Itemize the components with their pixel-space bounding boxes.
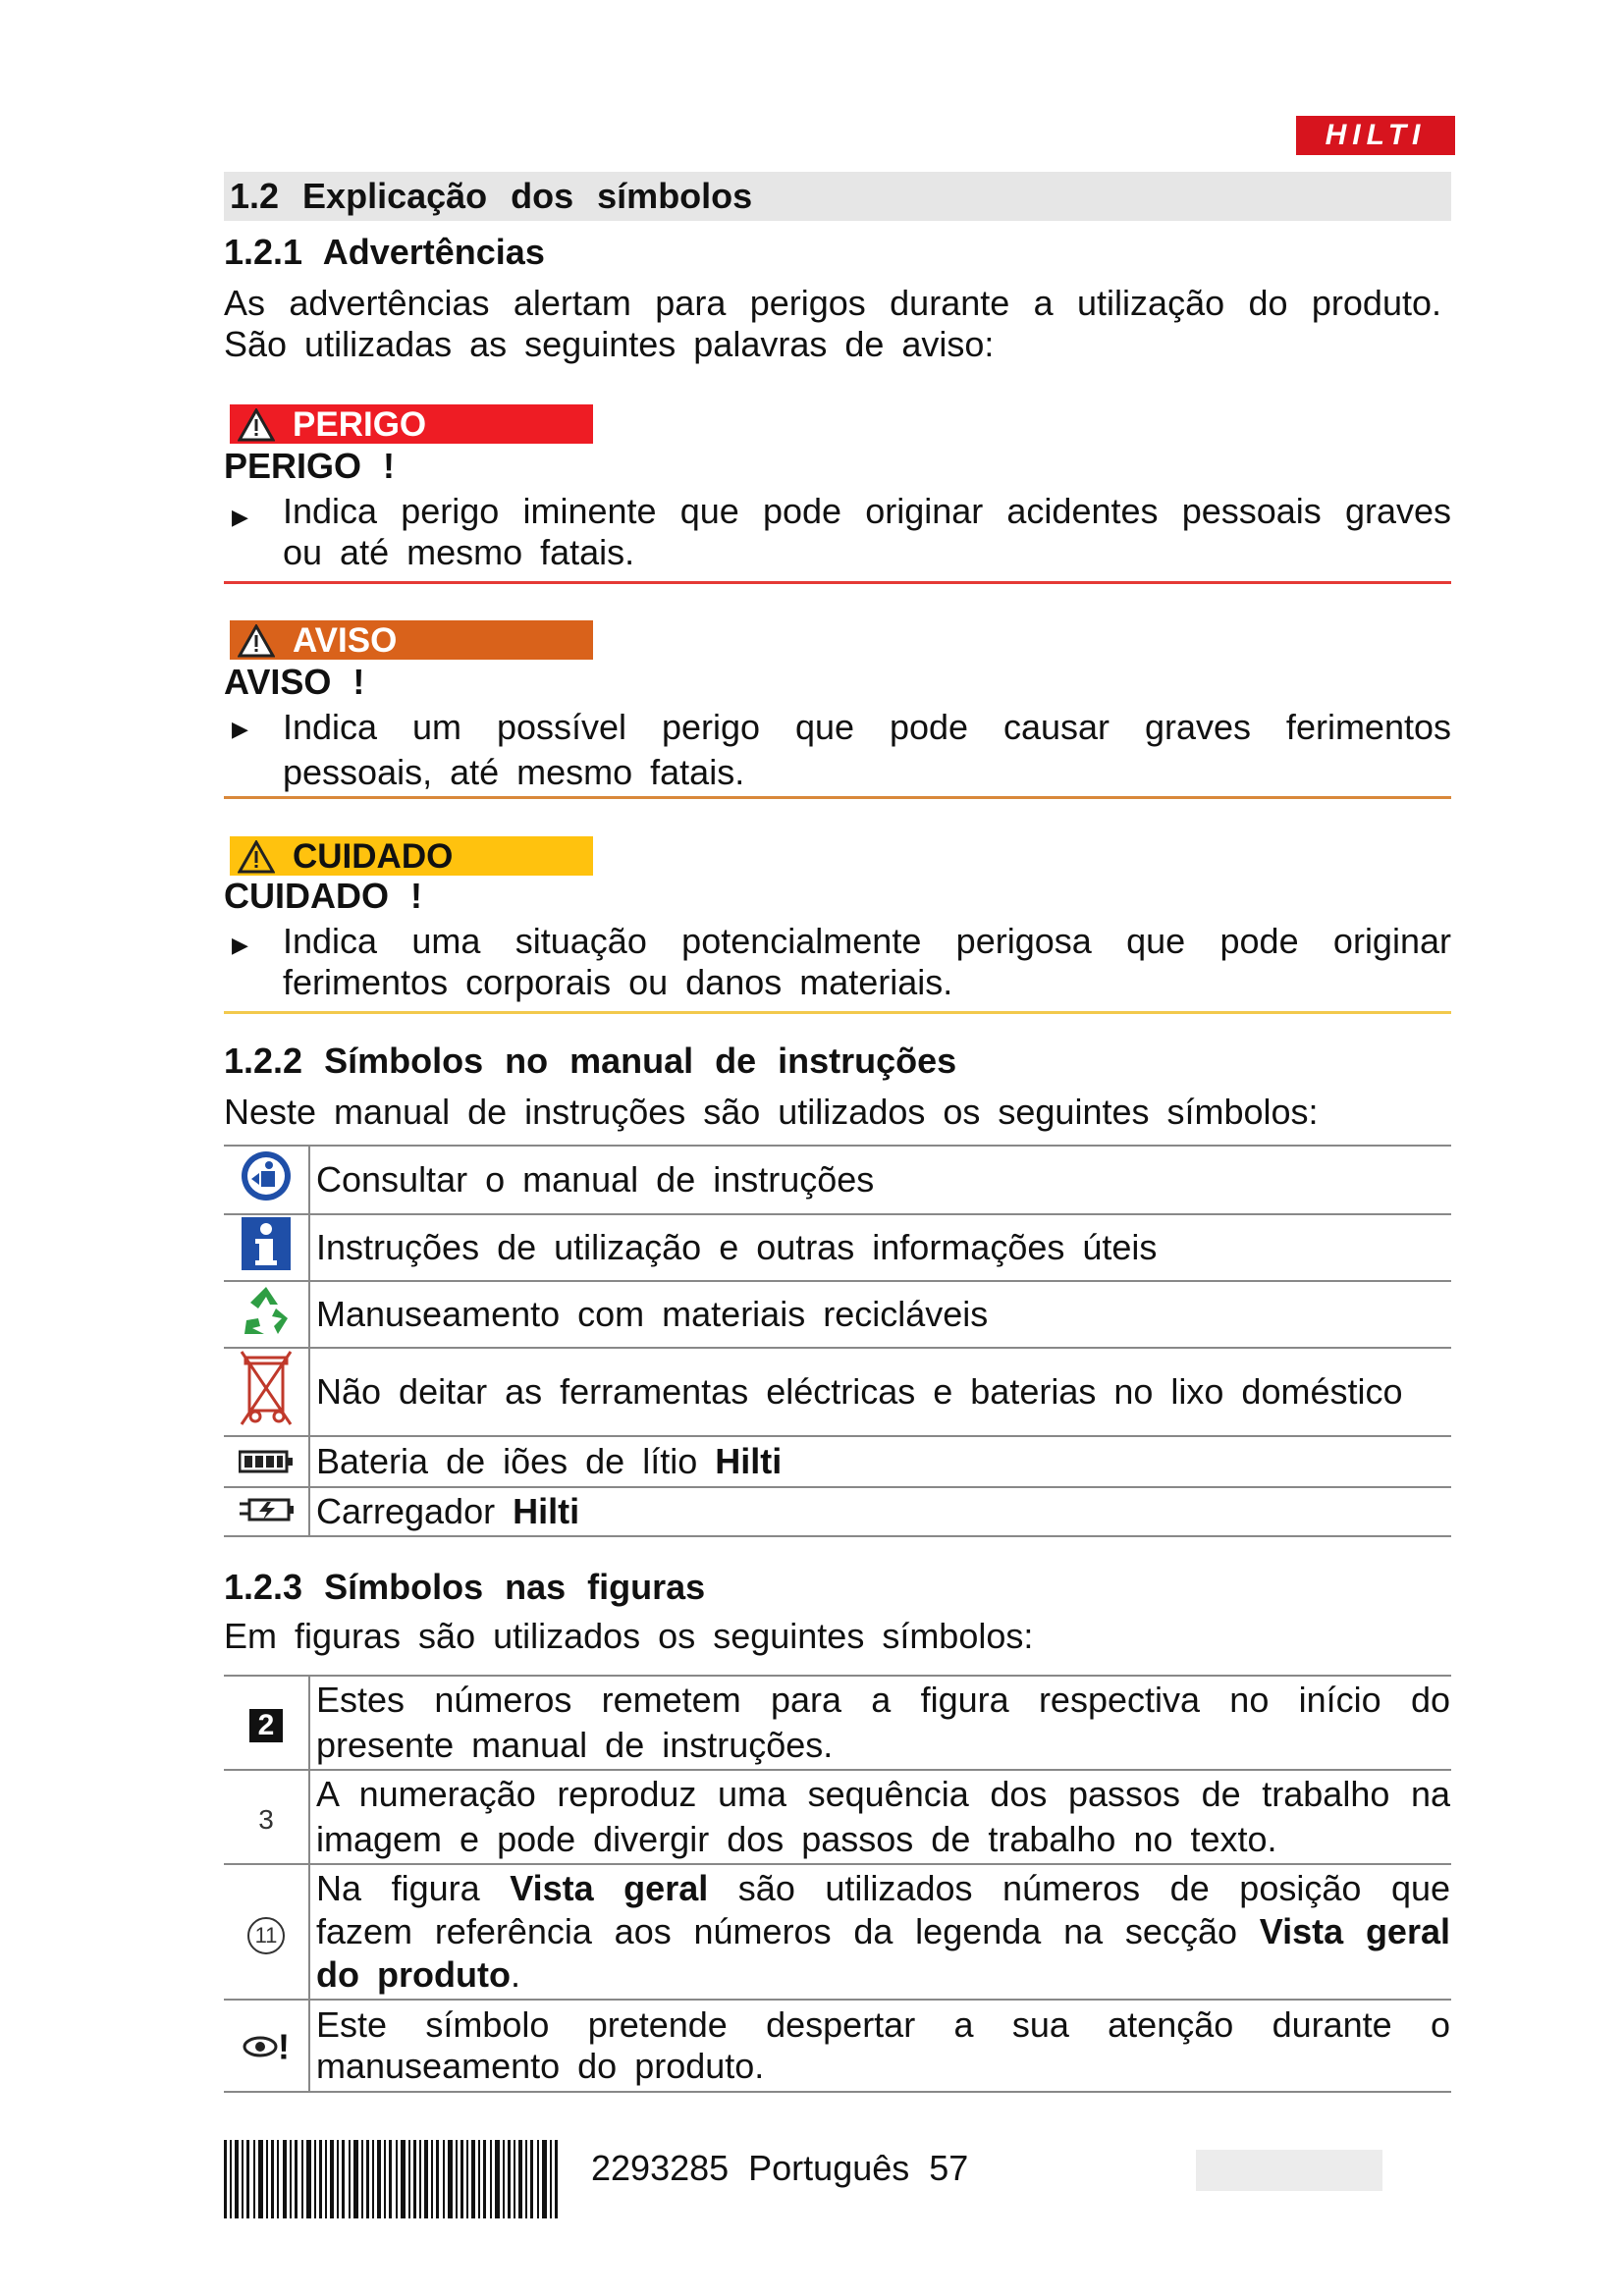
table-row xyxy=(224,1146,1451,1214)
caution-label xyxy=(230,836,593,876)
position-text-bold: Vista geral do produto xyxy=(316,1911,1450,1995)
table-row xyxy=(224,1676,1451,1770)
position-number-icon: 11 xyxy=(224,1864,309,2000)
figure-symbol-text: A numeração reproduz uma sequência dos passos de trabalho na imagem e pode divergir dos passos de trabalho no texto. xyxy=(309,1770,1451,1864)
position-text-bold: Vista geral xyxy=(510,1868,709,1908)
figure-symbols-heading: 1.2.3 Símbolos nas figuras xyxy=(224,1567,706,1607)
figure-symbols-table xyxy=(224,1675,1451,2093)
table-row xyxy=(224,1214,1451,1281)
table-row xyxy=(224,1281,1451,1348)
battery-brand: Hilti xyxy=(715,1441,783,1481)
warning-triangle-icon xyxy=(238,408,275,442)
section-title: 1.2 Explicação dos símbolos xyxy=(224,172,1451,221)
warning-text: Indica um possível perigo que pode causar graves ferimentos pessoais, até mesmo fatais. xyxy=(283,707,1451,792)
charger-text: Carregador xyxy=(316,1491,514,1531)
warnings-intro: As advertências alertam para perigos durante a utilização do produto. São utilizadas as seguintes palavras de aviso: xyxy=(224,283,1441,364)
figure-number-icon: 2 xyxy=(224,1676,309,1770)
read-manual-icon xyxy=(224,1146,309,1214)
caution-word: CUIDADO ! xyxy=(224,876,422,916)
battery-icon xyxy=(224,1436,309,1487)
danger-label xyxy=(230,404,593,444)
position-text-part: são utilizados números de posição que fazem referência aos números da legenda na secção xyxy=(316,1868,1451,1951)
position-text-part: . xyxy=(510,1954,520,1995)
table-row xyxy=(224,1770,1451,1864)
manual-symbols-intro: Neste manual de instruções são utilizados os seguintes símbolos: xyxy=(224,1092,1319,1132)
warning-word: AVISO ! xyxy=(224,662,365,702)
caution-label-text: CUIDADO xyxy=(293,837,454,876)
recycle-icon xyxy=(224,1281,309,1348)
table-row xyxy=(224,1436,1451,1487)
figure-symbol-text: Este símbolo pretende despertar a sua atenção durante o manuseamento do produto. xyxy=(309,2000,1451,2092)
danger-text: Indica perigo iminente que pode originar acidentes pessoais graves ou até mesmo fatais. xyxy=(283,491,1451,572)
manual-symbols-table xyxy=(224,1145,1451,1537)
position-row-text xyxy=(309,1864,1451,2000)
manual-symbol-text: Não deitar as ferramentas eléctricas e baterias no lixo doméstico xyxy=(309,1348,1451,1436)
warning-label xyxy=(230,620,593,660)
danger-rule xyxy=(224,581,1451,584)
page-footer xyxy=(224,2140,1451,2218)
step-number-icon: 3 xyxy=(224,1770,309,1864)
bullet-arrow-icon: ▶ xyxy=(232,717,248,741)
table-row xyxy=(224,1864,1451,2000)
table-row xyxy=(224,2000,1451,2092)
manual-page xyxy=(224,0,1451,2296)
caution-text: Indica uma situação potencialmente perigosa que pode originar ferimentos corporais ou danos materiais. xyxy=(283,921,1451,1002)
battery-text: Bateria de iões de lítio xyxy=(316,1441,716,1481)
manual-symbol-text: Manuseamento com materiais recicláveis xyxy=(309,1281,1451,1348)
bullet-arrow-icon: ▶ xyxy=(232,933,248,957)
danger-word: PERIGO ! xyxy=(224,446,396,486)
warnings-heading: 1.2.1 Advertências xyxy=(224,232,545,272)
charger-icon xyxy=(224,1487,309,1536)
bullet-arrow-icon: ▶ xyxy=(232,505,248,529)
manual-symbols-heading: 1.2.2 Símbolos no manual de instruções xyxy=(224,1041,957,1081)
manual-symbol-text: Instruções de utilização e outras informações úteis xyxy=(309,1214,1451,1281)
charger-row-text xyxy=(309,1487,1451,1536)
figure-symbol-text: Estes números remetem para a figura respectiva no início do presente manual de instruções. xyxy=(309,1676,1451,1770)
manual-symbol-text: Consultar o manual de instruções xyxy=(309,1146,1451,1214)
figure-symbols-intro: Em figuras são utilizados os seguintes símbolos: xyxy=(224,1616,1034,1656)
info-icon xyxy=(224,1214,309,1281)
crossed-bin-icon xyxy=(224,1348,309,1436)
footer-text: 2293285 Português 57 xyxy=(591,2148,969,2188)
attention-eye-icon: ! xyxy=(224,2000,309,2092)
table-row xyxy=(224,1487,1451,1536)
hilti-logo: HILTI xyxy=(1296,116,1455,155)
caution-rule xyxy=(224,1011,1451,1014)
position-text-part: Na figura xyxy=(316,1868,511,1908)
barcode-icon xyxy=(224,2140,558,2218)
table-row xyxy=(224,1348,1451,1436)
warning-triangle-icon xyxy=(238,624,275,658)
danger-label-text: PERIGO xyxy=(293,405,427,444)
charger-brand: Hilti xyxy=(513,1491,580,1531)
footer-placeholder-box xyxy=(1196,2150,1382,2191)
warning-triangle-icon xyxy=(238,840,275,874)
warning-label-text: AVISO xyxy=(293,621,398,660)
warning-rule xyxy=(224,796,1451,799)
battery-row-text xyxy=(309,1436,1451,1487)
